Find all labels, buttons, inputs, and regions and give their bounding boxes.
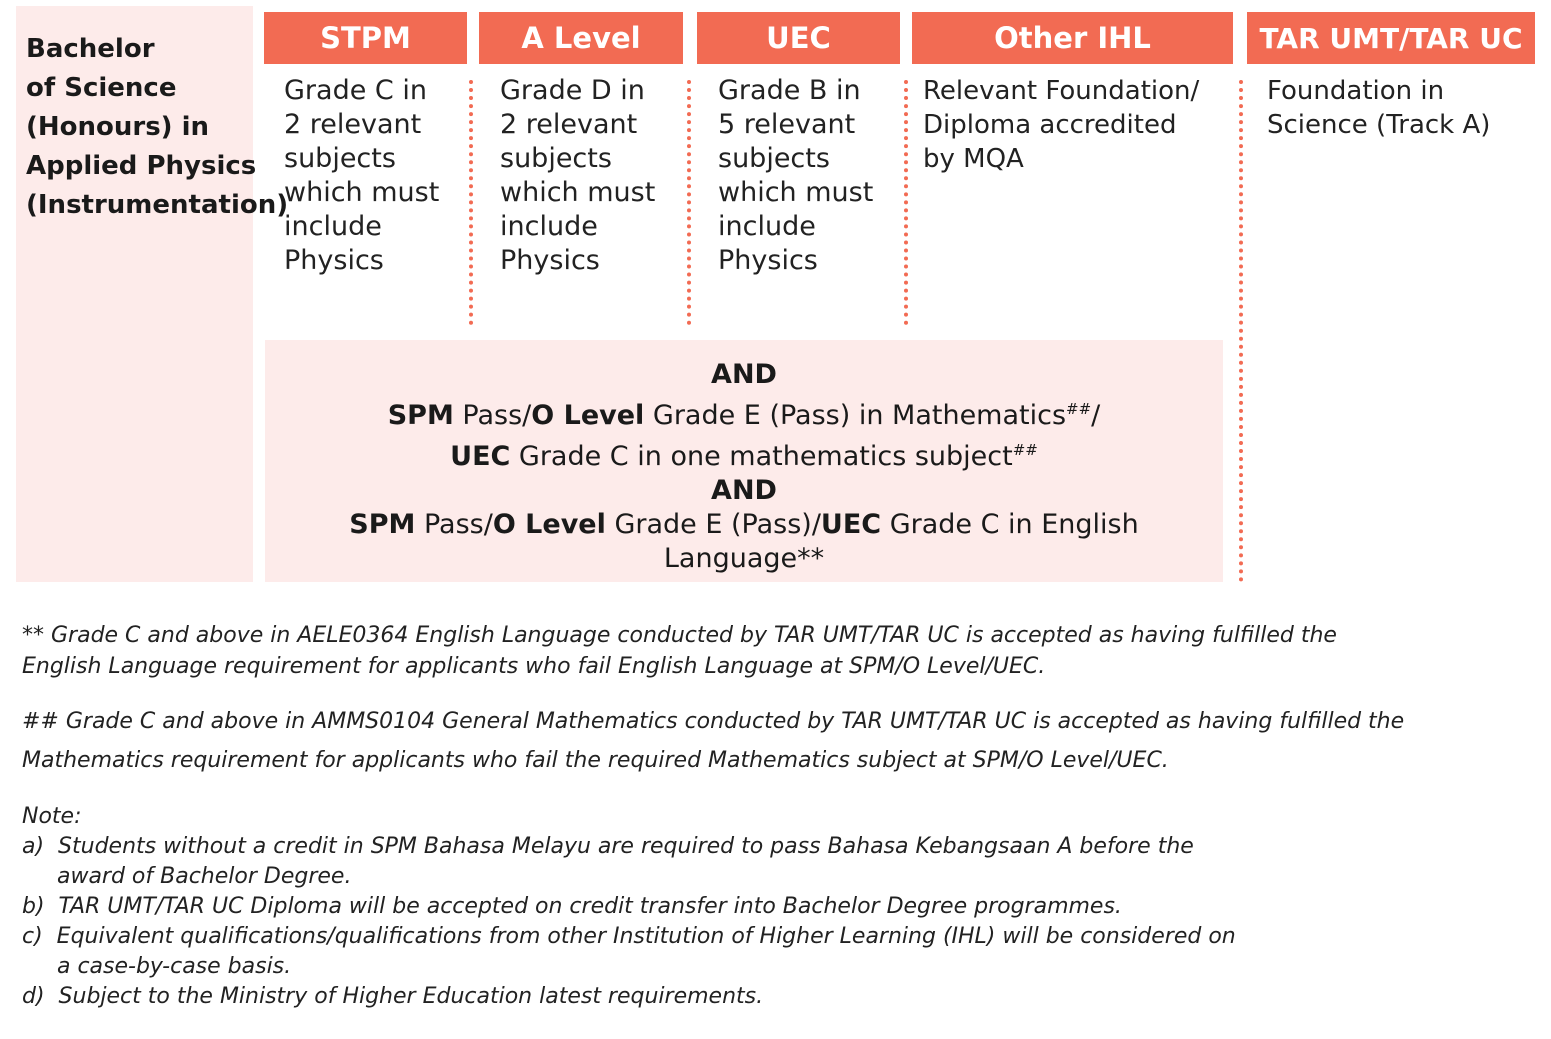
requirement-other-ihl [923,74,1199,176]
requirement-line: subjects [500,143,612,174]
uec-label: UEC [450,441,511,472]
requirement-line: Physics [284,245,384,276]
text-fragment: Pass/ [453,400,532,431]
column-divider [687,80,691,325]
requirement-a-level [500,74,655,278]
requirement-tar-umt [1267,74,1490,142]
text-fragment: Grade E (Pass)/ [605,509,821,540]
program-title-line: of Science [26,73,177,103]
text-fragment: Grade E (Pass) in Mathematics [644,400,1067,431]
column-divider [469,80,473,325]
note-line: d) Subject to the Ministry of Higher Education latest requirements. [22,984,764,1009]
requirement-line: include [718,211,816,242]
column-divider [904,80,908,325]
notes-heading: Note: [22,804,82,829]
requirement-line: Science (Track A) [1267,110,1491,140]
requirement-line: 2 relevant [284,109,422,140]
requirement-line: include [500,211,598,242]
requirement-line: which must [500,177,656,208]
requirement-line: Foundation in [1267,76,1445,106]
o-level-label: O Level [492,509,606,540]
text-fragment: Grade C in English [881,509,1139,540]
footnote-line: ** Grade C and above in AELE0364 English Language conducted by TAR UMT/TAR UC is accepted as having fulfilled the [22,623,1337,648]
spm-label: SPM [349,509,416,540]
program-title-line: Bachelor [26,34,155,64]
footnote-line: ## Grade C and above in AMMS0104 General Mathematics conducted by TAR UMT/TAR UC is accepted as having fulfilled the [22,709,1405,734]
header-a-level: A Level [479,12,683,64]
and-label: AND [711,475,777,506]
o-level-label: O Level [531,400,645,431]
uec-label: UEC [820,509,882,540]
note-line: a case-by-case basis. [22,954,292,979]
note-line: award of Bachelor Degree. [22,864,352,889]
requirement-stpm [284,74,439,278]
program-title-line: Applied Physics [26,151,257,181]
requirement-line: 2 relevant [500,109,638,140]
requirement-line: Grade C in [284,75,427,106]
english-requirement-line-1 [265,508,1223,542]
requirement-line: Grade D in [500,75,645,106]
english-requirement-line-2: Language** [663,543,825,574]
math-requirement-line-1 [265,392,1223,433]
header-tar-umt: TAR UMT/TAR UC [1247,12,1535,64]
program-title-line: (Instrumentation) [26,190,289,220]
requirement-line: Physics [718,245,818,276]
requirement-line: Relevant Foundation/ [923,76,1200,106]
text-fragment: Pass/ [415,509,493,540]
additional-requirements [265,340,1223,582]
requirement-line: Diploma accredited [923,110,1177,140]
requirement-line: which must [284,177,440,208]
column-divider [1239,80,1243,582]
header-stpm: STPM [264,12,467,64]
requirement-line: which must [718,177,874,208]
footnote-mark: ## [1012,441,1038,459]
requirement-line: Grade B in [718,75,861,106]
and-label: AND [711,359,777,390]
note-line: a) Students without a credit in SPM Bahasa Melayu are required to pass Bahasa Kebangsaan A before the [22,834,1194,859]
note-line: c) Equivalent qualifications/qualifications from other Institution of Higher Learning (IHL) will be considered on [22,924,1236,949]
footnote-line: Mathematics requirement for applicants who fail the required Mathematics subject at SPM/O Level/UEC. [22,748,1169,773]
header-uec: UEC [697,12,900,64]
spm-label: SPM [387,400,454,431]
footnote-english [22,620,1337,682]
text-fragment: Grade C in one mathematics subject [510,441,1013,472]
program-title-line: (Honours) in [26,112,210,142]
program-title [26,30,288,225]
requirement-line: subjects [718,143,830,174]
notes [22,802,1236,1012]
program-panel [16,6,289,582]
footnote-line: English Language requirement for applicants who fail English Language at SPM/O Level/UEC. [22,654,1046,679]
footnote-math [22,702,1404,780]
requirement-line: 5 relevant [718,109,856,140]
note-line: b) TAR UMT/TAR UC Diploma will be accepted on credit transfer into Bachelor Degree programmes. [22,894,1122,919]
requirement-line: by MQA [923,144,1024,174]
footnote-mark: ## [1066,400,1092,418]
requirement-uec [718,74,873,278]
math-requirement-line-2 [265,433,1223,474]
requirement-line: subjects [284,143,396,174]
requirement-line: Physics [500,245,600,276]
text-fragment: / [1091,400,1101,431]
requirement-line: include [284,211,382,242]
header-other-ihl: Other IHL [912,12,1233,64]
